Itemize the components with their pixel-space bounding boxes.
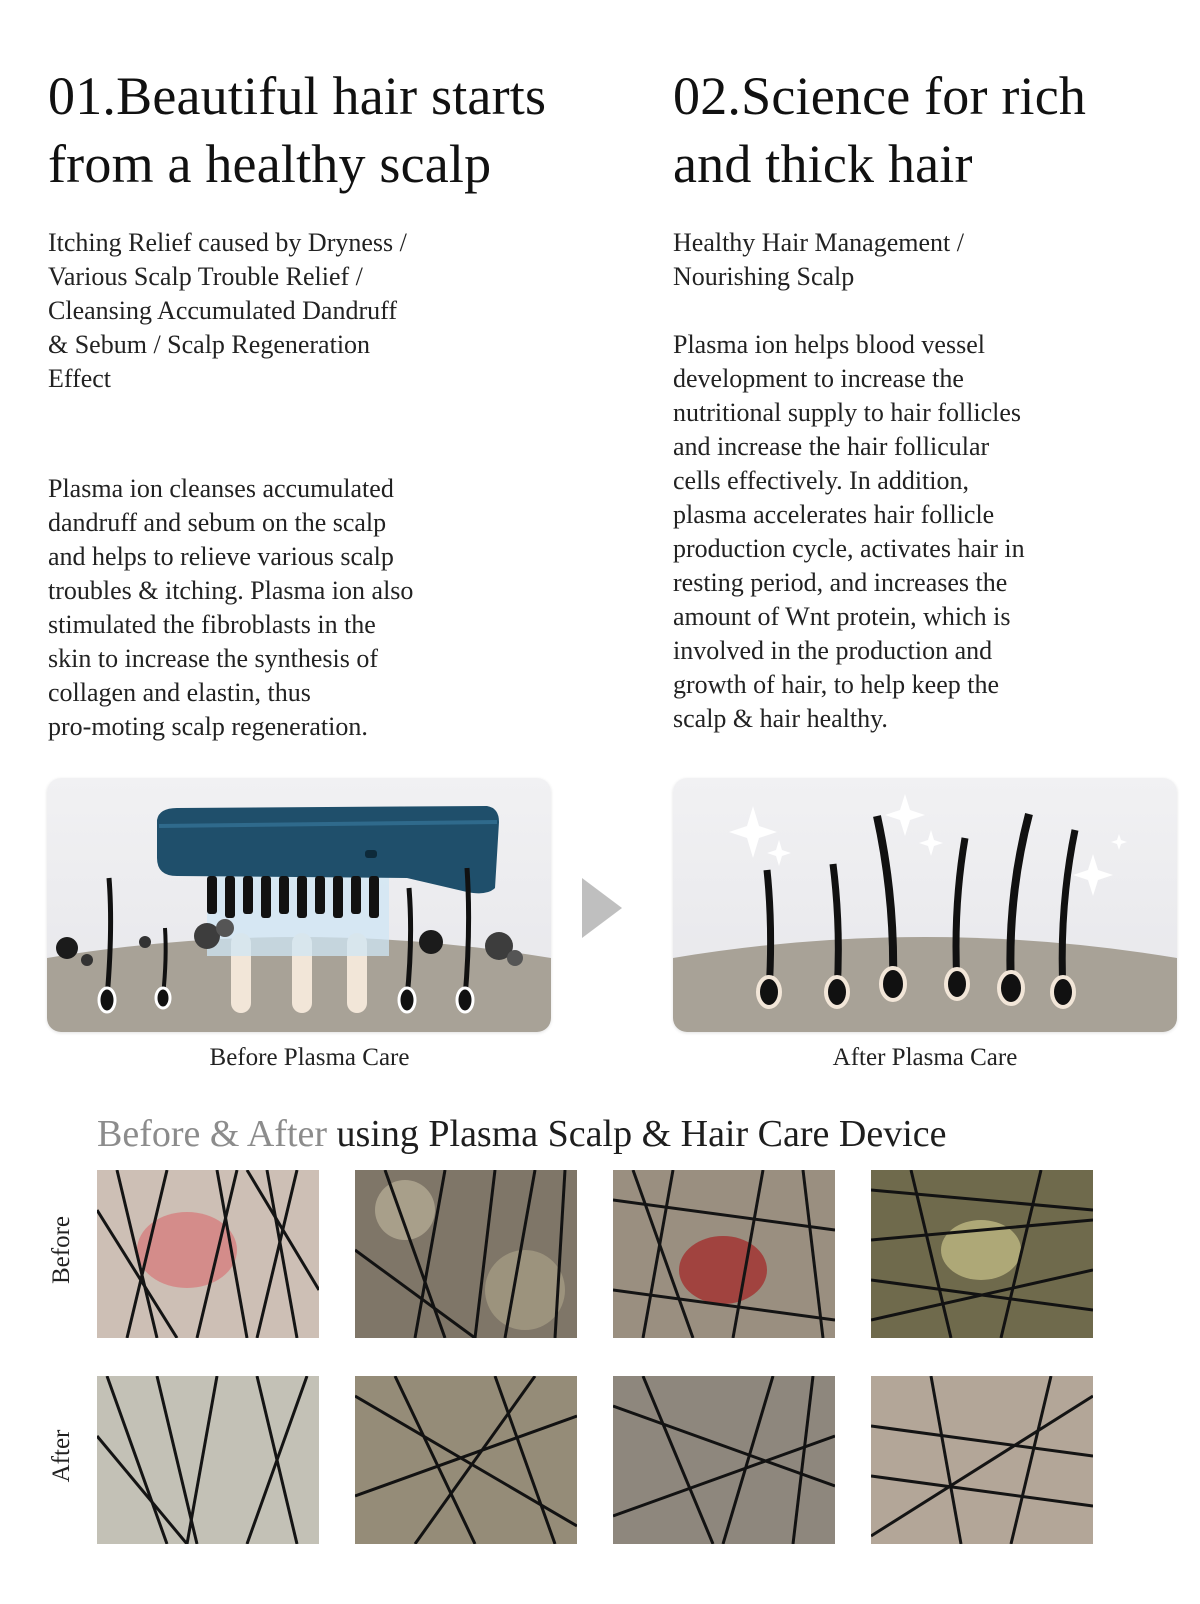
section2-description: Plasma ion helps blood vessel development to increase the nutritional supply to hair follicles and increase the hair follicular cells effectively. In addition, plasma accelerates hair follicle production cycle, activates hair in resting period, and increases the amount of Wnt protein, which is involved in the production and growth of hair, to help keep the scalp & hair healthy. [673, 330, 1025, 733]
after-scalp-photo [613, 1376, 835, 1544]
section1-description: Plasma ion cleanses accumulated dandruff and sebum on the scalp and helps to relieve various scalp troubles & itching. Plasma ion also stimulated the fibroblasts in the skin to increase the synthesis of collagen and elastin, thus pro-moting scalp regeneration. [48, 474, 414, 741]
comparison-title: Before & After using Plasma Scalp & Hair Care Device [97, 1113, 947, 1155]
dandruff-particle [216, 919, 234, 937]
section1-benefits: Itching Relief caused by Dryness / Various Scalp Trouble Relief / Cleansing Accumulated Dandruff & Sebum / Scalp Regeneration Effect [48, 228, 407, 393]
before-scalp-photo [871, 1170, 1093, 1338]
after-caption: After Plasma Care [832, 1044, 1018, 1071]
section2-benefits: Healthy Hair Management / Nourishing Scalp [673, 228, 964, 291]
before-scalp-svg [47, 778, 551, 1032]
dandruff-particle [507, 950, 523, 966]
dandruff-particle [81, 954, 93, 966]
before-row-label: Before [48, 1215, 75, 1285]
section-rich-hair [673, 62, 1173, 736]
before-scalp-photo [97, 1170, 319, 1338]
before-scalp-photo [613, 1170, 835, 1338]
after-scalp-svg [673, 778, 1177, 1032]
next-arrow-icon [582, 878, 622, 943]
dandruff-particle [56, 937, 78, 959]
healthy-hair [758, 870, 780, 1007]
before-caption: Before Plasma Care [209, 1044, 410, 1071]
after-scalp-photo [871, 1376, 1093, 1544]
section1-heading: 01.Beautiful hair starts from a healthy scalp [48, 66, 547, 194]
thin-hair [99, 878, 115, 1012]
scalp-skin [673, 937, 1177, 1032]
after-row-label: After [48, 1429, 75, 1483]
after-scalp-photo [97, 1376, 319, 1544]
healthy-hair [946, 838, 968, 999]
after-scalp-photo [355, 1376, 577, 1544]
before-scalp-photo [355, 1170, 577, 1338]
section2-heading: 02.Science for rich and thick hair [673, 66, 1087, 194]
healthy-hair [826, 864, 848, 1007]
section-scalp-health [48, 62, 608, 744]
dandruff-particle [139, 936, 151, 948]
healthy-hair [1052, 830, 1075, 1007]
after-plasma-illustration [673, 778, 1177, 1032]
before-plasma-illustration [47, 778, 551, 1032]
dandruff-particle [419, 930, 443, 954]
